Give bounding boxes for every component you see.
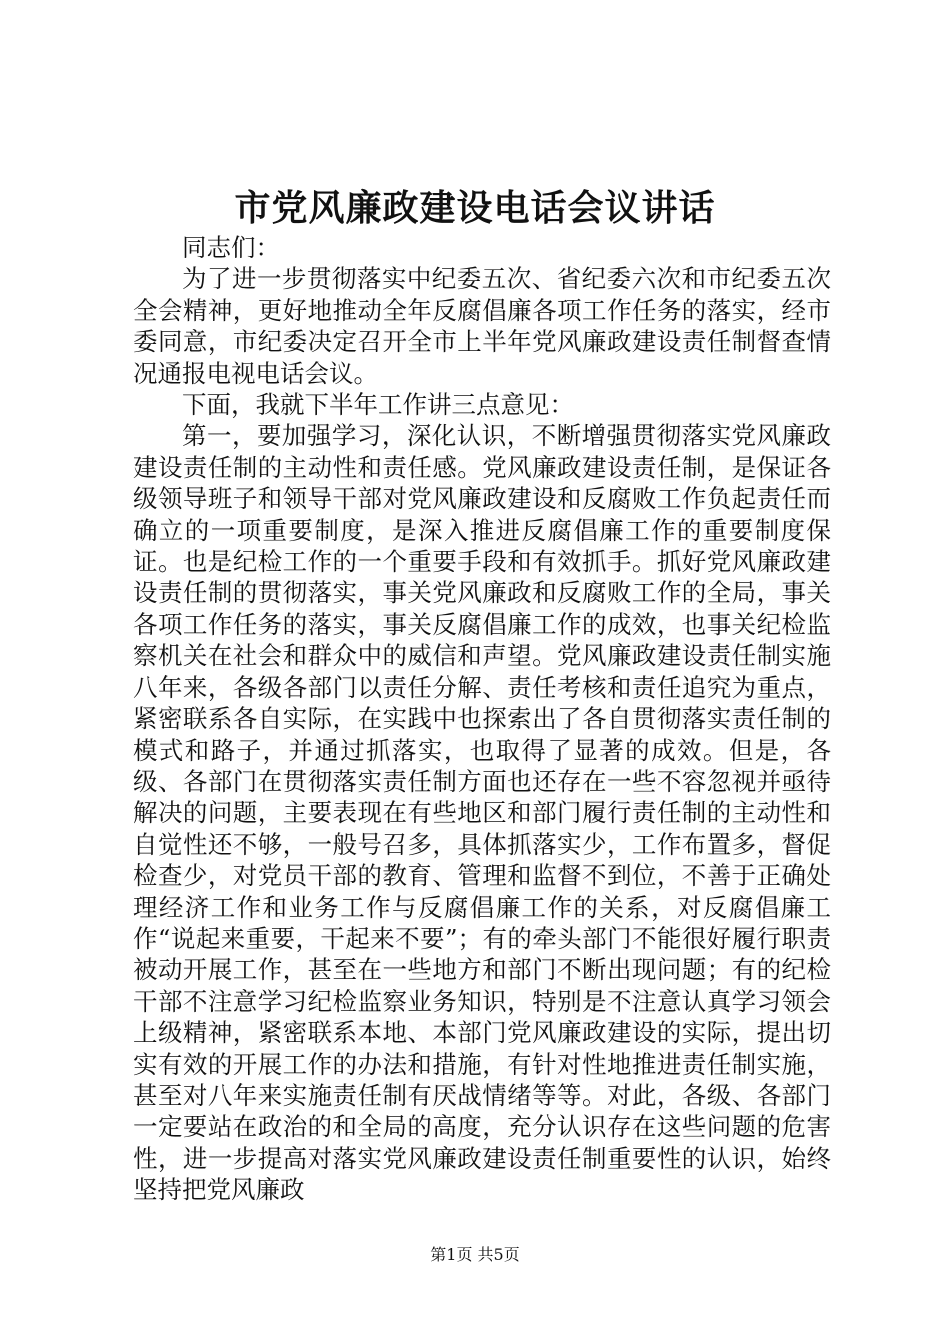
salutation-paragraph: 同志们：: [182, 233, 280, 262]
transition-paragraph: 下面，我就下半年工作讲三点意见：: [182, 390, 574, 420]
intro-paragraph: 为了进一步贯彻落实中纪委五次、省纪委六次和市纪委五次全会精神，更好地推动全年反腐倡廉各项工作任务的落实，经市委同意，市纪委决定召开全市上半年党风廉政建设责任制督查情况通报电视电话会议。: [133, 264, 831, 388]
point-one-paragraph: 第一，要加强学习，深化认识，不断增强贯彻落实党风廉政建设责任制的主动性和责任感。党风廉政建设责任制，是保证各级领导班子和领导干部对党风廉政建设和反腐败工作负起责任而确立的一项重要制度，是深入推进反腐倡廉工作的重要制度保证。也是纪检工作的一个重要手段和有效抓手。抓好党风廉政建设责任制的贯彻落实，事关党风廉政和反腐败工作的全局，事关各项工作任务的落实，事关反腐倡廉工作的成效，也事关纪检监察机关在社会和群众中的威信和声望。党风廉政建设责任制实施八年来，各级各部门以责任分解、责任考核和责任追究为重点，紧密联系各自实际，在实践中也探索出了各自贯彻落实责任制的模式和路子，并通过抓落实，也取得了显著的成效。但是，各级、各部门在贯彻落实责任制方面也还存在一些不容忽视并亟待解决的问题，主要表现在有些地区和部门履行责任制的主动性和自觉性还不够，一般号召多，具体抓落实少，工作布置多，督促检查少，对党员干部的教育、管理和监督不到位，不善于正确处理经济工作和业务工作与反腐倡廉工作的关系，对反腐倡廉工作“说起来重要，干起来不要”；有的牵头部门不能很好履行职责被动开展工作，甚至在一些地方和部门不断出现问题；有的纪检干部不注意学习纪检监察业务知识，特别是不注意认真学习领会上级精神，紧密联系本地、本部门党风廉政建设的实际，提出切实有效的开展工作的办法和措施，有针对性地推进责任制实施，甚至对八年来实施责任制有厌战情绪等等。对此，各级、各部门一定要站在政治的和全局的高度，充分认识存在这些问题的危害性，进一步提高对落实党风廉政建设责任制重要性的认识，始终坚持把党风廉政: [133, 421, 831, 1205]
page-number-footer: 第1页 共5页: [430, 1245, 520, 1264]
document-body: [133, 232, 831, 1206]
document-title: 市党风廉政建设电话会议讲话: [234, 187, 716, 229]
